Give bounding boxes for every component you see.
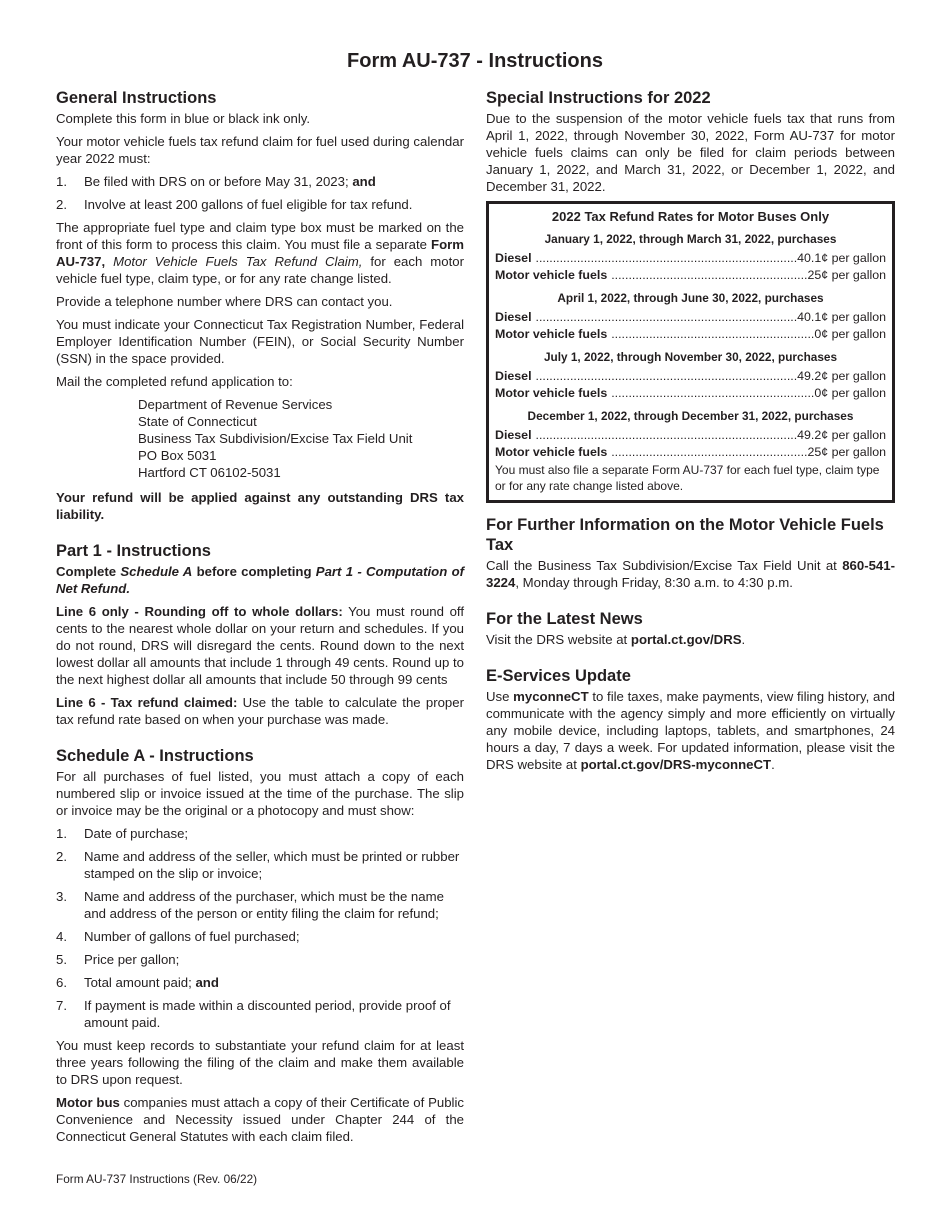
general-list bbox=[56, 173, 464, 213]
general-p6: Mail the completed refund application to: bbox=[56, 374, 293, 389]
schedule-a-p3: Motor bus companies must attach a copy of their Certificate of Public Convenience and Necessity issued under Chapter 244 of the Connecticut General Statutes with each claim filed. bbox=[56, 1095, 464, 1144]
list-item: 1. Be filed with DRS on or before May 31, 2023; and bbox=[56, 174, 376, 189]
part1-p2: Line 6 only - Rounding off to whole dollars: You must round off cents to the nearest whole dollar on your return and schedules. If you do not round, DRS will disregard the cents. Round down to the next lowest dollar all amounts that include 1 through 49 cents. Round up to the next highest dollar all amounts that include 50 through 99 cents bbox=[56, 604, 464, 687]
myconnect-website-link: portal.ct.gov/DRS-myconneCT bbox=[580, 757, 772, 772]
special-instructions bbox=[486, 88, 895, 195]
general-instructions bbox=[56, 88, 464, 523]
mailing-address: Department of Revenue Services State of Connecticut Business Tax Subdivision/Excise Tax Field Unit PO Box 5031 Hartford CT 06102-5031 bbox=[138, 397, 413, 480]
list-item: 6. Total amount paid; and bbox=[56, 975, 219, 990]
rate-period-label: December 1, 2022, through December 31, 2022, purchases bbox=[527, 409, 854, 423]
general-p7: Your refund will be applied against any outstanding DRS tax liability. bbox=[56, 490, 464, 522]
part1-heading: Part 1 - Instructions bbox=[56, 542, 211, 560]
rate-row: Motor vehicle fuels ..... 25¢ per gallon bbox=[495, 444, 886, 461]
schedule-a-p1: For all purchases of fuel listed, you must attach a copy of each numbered slip or invoice issued at the time of the purchase. The slip or invoice may be the original or a photocopy and must show: bbox=[56, 769, 464, 818]
rate-row: Motor vehicle fuels ..... 0¢ per gallon bbox=[495, 385, 886, 402]
page-title: Form AU-737 - Instructions bbox=[347, 50, 603, 72]
list-item: 4. Number of gallons of fuel purchased; bbox=[56, 929, 300, 944]
general-heading: General Instructions bbox=[56, 89, 217, 107]
list-item: 5. Price per gallon; bbox=[56, 952, 180, 967]
schedule-a-list bbox=[56, 825, 464, 1031]
rate-period-label: April 1, 2022, through June 30, 2022, purchases bbox=[557, 291, 824, 305]
rate-table-title: 2022 Tax Refund Rates for Motor Buses Only bbox=[551, 209, 830, 224]
latest-news bbox=[486, 609, 895, 648]
further-heading: For Further Information on the Motor Vehicle Fuels Tax bbox=[486, 516, 884, 554]
eservices-heading: E-Services Update bbox=[486, 667, 631, 685]
list-item: 1. Date of purchase; bbox=[56, 826, 189, 841]
general-p4: Provide a telephone number where DRS can contact you. bbox=[56, 294, 393, 309]
general-p2: Your motor vehicle fuels tax refund claim for fuel used during calendar year 2022 must: bbox=[56, 134, 464, 166]
news-p1: Visit the DRS website at portal.ct.gov/DRS. bbox=[486, 632, 746, 647]
rate-row: Diesel ..... 40.1¢ per gallon bbox=[495, 309, 886, 326]
rate-period-label: July 1, 2022, through November 30, 2022, purchases bbox=[543, 350, 838, 364]
further-information bbox=[486, 515, 895, 591]
general-p1: Complete this form in blue or black ink only. bbox=[56, 111, 311, 126]
schedule-a-instructions bbox=[56, 746, 464, 1145]
part1-p3: Line 6 - Tax refund claimed: Use the table to calculate the proper tax refund rate based on when your purchase was made. bbox=[56, 695, 464, 727]
rate-row: Motor vehicle fuels ..... 25¢ per gallon bbox=[495, 267, 886, 284]
rate-period-label: January 1, 2022, through March 31, 2022, purchases bbox=[544, 232, 837, 246]
list-item: 7. If payment is made within a discounted period, provide proof of amount paid. bbox=[56, 998, 451, 1030]
part1-instructions bbox=[56, 541, 464, 728]
rate-row: Diesel ..... 49.2¢ per gallon bbox=[495, 368, 886, 385]
drs-website-link: portal.ct.gov/DRS bbox=[630, 632, 742, 647]
list-item: 2. Involve at least 200 gallons of fuel eligible for tax refund. bbox=[56, 197, 413, 212]
news-heading: For the Latest News bbox=[486, 610, 643, 628]
page-footer: Form AU-737 Instructions (Rev. 06/22) bbox=[56, 1172, 258, 1186]
list-item: 3. Name and address of the purchaser, which must be the name and address of the person or entity filing the claim for refund; bbox=[56, 889, 444, 921]
general-p3: The appropriate fuel type and claim type box must be marked on the front of this form to process this claim. You must file a separate Form AU-737, Motor Vehicle Fuels Tax Refund Claim, for each motor vehicle fuel type, claim type, or for any rate change listed. bbox=[56, 220, 464, 286]
special-heading: Special Instructions for 2022 bbox=[486, 89, 711, 107]
left-column bbox=[56, 88, 464, 1151]
schedule-a-p2: You must keep records to substantiate your refund claim for at least three years following the filing of the claim and make them available to DRS upon request. bbox=[56, 1038, 464, 1087]
eservices-p1: Use myconneCT to file taxes, make payments, view filing history, and communicate with the agency simply and more efficiently on virtually any mobile device, including laptops, tablets, and smartphones, 24 hours a day, 7 days a week. For updated information, please visit the DRS website at portal.ct.gov/DRS-myconneCT. bbox=[486, 689, 896, 772]
eservices-update bbox=[486, 666, 895, 773]
schedule-a-heading: Schedule A - Instructions bbox=[56, 747, 254, 765]
rate-row: Diesel ..... 40.1¢ per gallon bbox=[495, 250, 886, 267]
list-item: 2. Name and address of the seller, which must be printed or rubber stamped on the slip or invoice; bbox=[56, 849, 460, 881]
rate-table-note: You must also file a separate Form AU-737 for each fuel type, claim type or for any rate change listed above. bbox=[495, 463, 880, 493]
right-column bbox=[486, 88, 895, 779]
special-p1: Due to the suspension of the motor vehicle fuels tax that runs from April 1, 2022, through November 30, 2022, Form AU-737 for motor vehicle fuels claims can only be filed for claim periods between January 1, 2022, and March 31, 2022, or December 1, 2022, and December 31, 2022. bbox=[486, 111, 895, 194]
rate-table-box bbox=[486, 201, 895, 503]
rate-row: Diesel ..... 49.2¢ per gallon bbox=[495, 427, 886, 444]
rate-row: Motor vehicle fuels ..... 0¢ per gallon bbox=[495, 326, 886, 343]
further-p1: Call the Business Tax Subdivision/Excise Tax Field Unit at 860-541-3224, Monday through Friday, 8:30 a.m. to 4:30 p.m. bbox=[486, 558, 895, 590]
general-p5: You must indicate your Connecticut Tax Registration Number, Federal Employer Identification Number (FEIN), or Social Security Number (SSN) in the space provided. bbox=[56, 317, 464, 366]
part1-p1: Complete Schedule A before completing Part 1 - Computation of Net Refund. bbox=[56, 564, 465, 596]
